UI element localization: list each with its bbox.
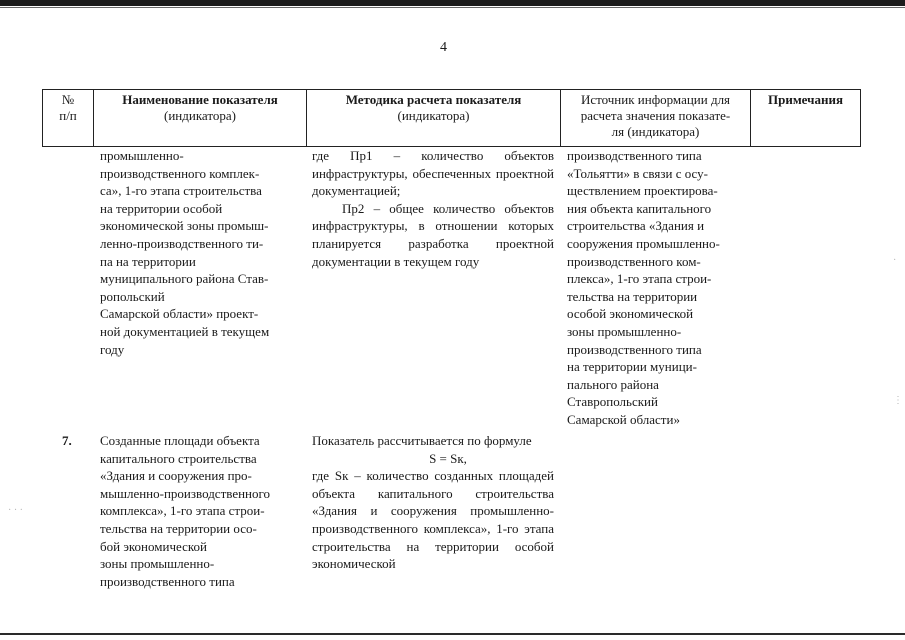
scan-speck: · · · (8, 505, 23, 516)
row-7-number: 7. (62, 433, 72, 448)
bottom-border (0, 633, 905, 635)
row-7-method-intro: Показатель рассчитывается по формуле (312, 433, 532, 448)
header-num: № п/п (59, 92, 77, 123)
header-source: Источник информации для расчета значения показате- ля (индикатора) (580, 92, 731, 139)
top-border-thin (0, 7, 905, 8)
row-7-formula: S = Sк, (429, 450, 467, 466)
prev-row-name: промышленно- производственного комплек- са», 1-го этапа строительства на территории особой экономической зоны промыш- ленно-производственного ти- па на территории муниципального района Став- ропольский Самарской области» проект- ной документацией в текущем году (100, 148, 270, 357)
row-7-method (312, 432, 554, 573)
prev-row-method: где Пр1 – количество объектов инфраструктуры, обеспеченных проектной документацией; Пр2 – общее количество объектов инфраструктуры, в отношении которых планируется разработка проектной документации в текущем году (312, 148, 554, 269)
page-number: 4 (440, 40, 447, 55)
scan-speck: · (893, 255, 897, 266)
col-border-right (860, 89, 861, 147)
header-notes: Примечания (768, 92, 843, 107)
header-method: Методика расчета показателя (индикатора) (345, 92, 522, 123)
row-7-name: Созданные площади объекта капитального строительства «Здания и сооружения про- мышленно-производственного комплекса», 1-го этапа строи- тельства на территории осо- бой экономической зоны промышленно- производственного типа (100, 433, 271, 589)
header-name: Наименование показателя (индикатора) (122, 92, 278, 123)
scan-speck: ⋮ (893, 395, 903, 406)
top-border (0, 0, 905, 6)
prev-row-source: производственного типа «Тольятти» в связи с осу- ществлением проектирова- ния объекта капитального строительства «Здания и сооружения промышленно- производственного ком- плекса», 1-го этапа строи- тельства на территории особой экономической зоны промышленно- производственного типа на территории муници- пального района Ставропольский Самарской области» (567, 148, 720, 427)
row-7-method-desc: где Sк – количество созданных площадей объекта капитального строительства «Здания и сооружения промышленно-производственного комплекса», 1-го этапа строительства на территории особой экономической (312, 468, 554, 572)
table-top-line (42, 89, 860, 90)
